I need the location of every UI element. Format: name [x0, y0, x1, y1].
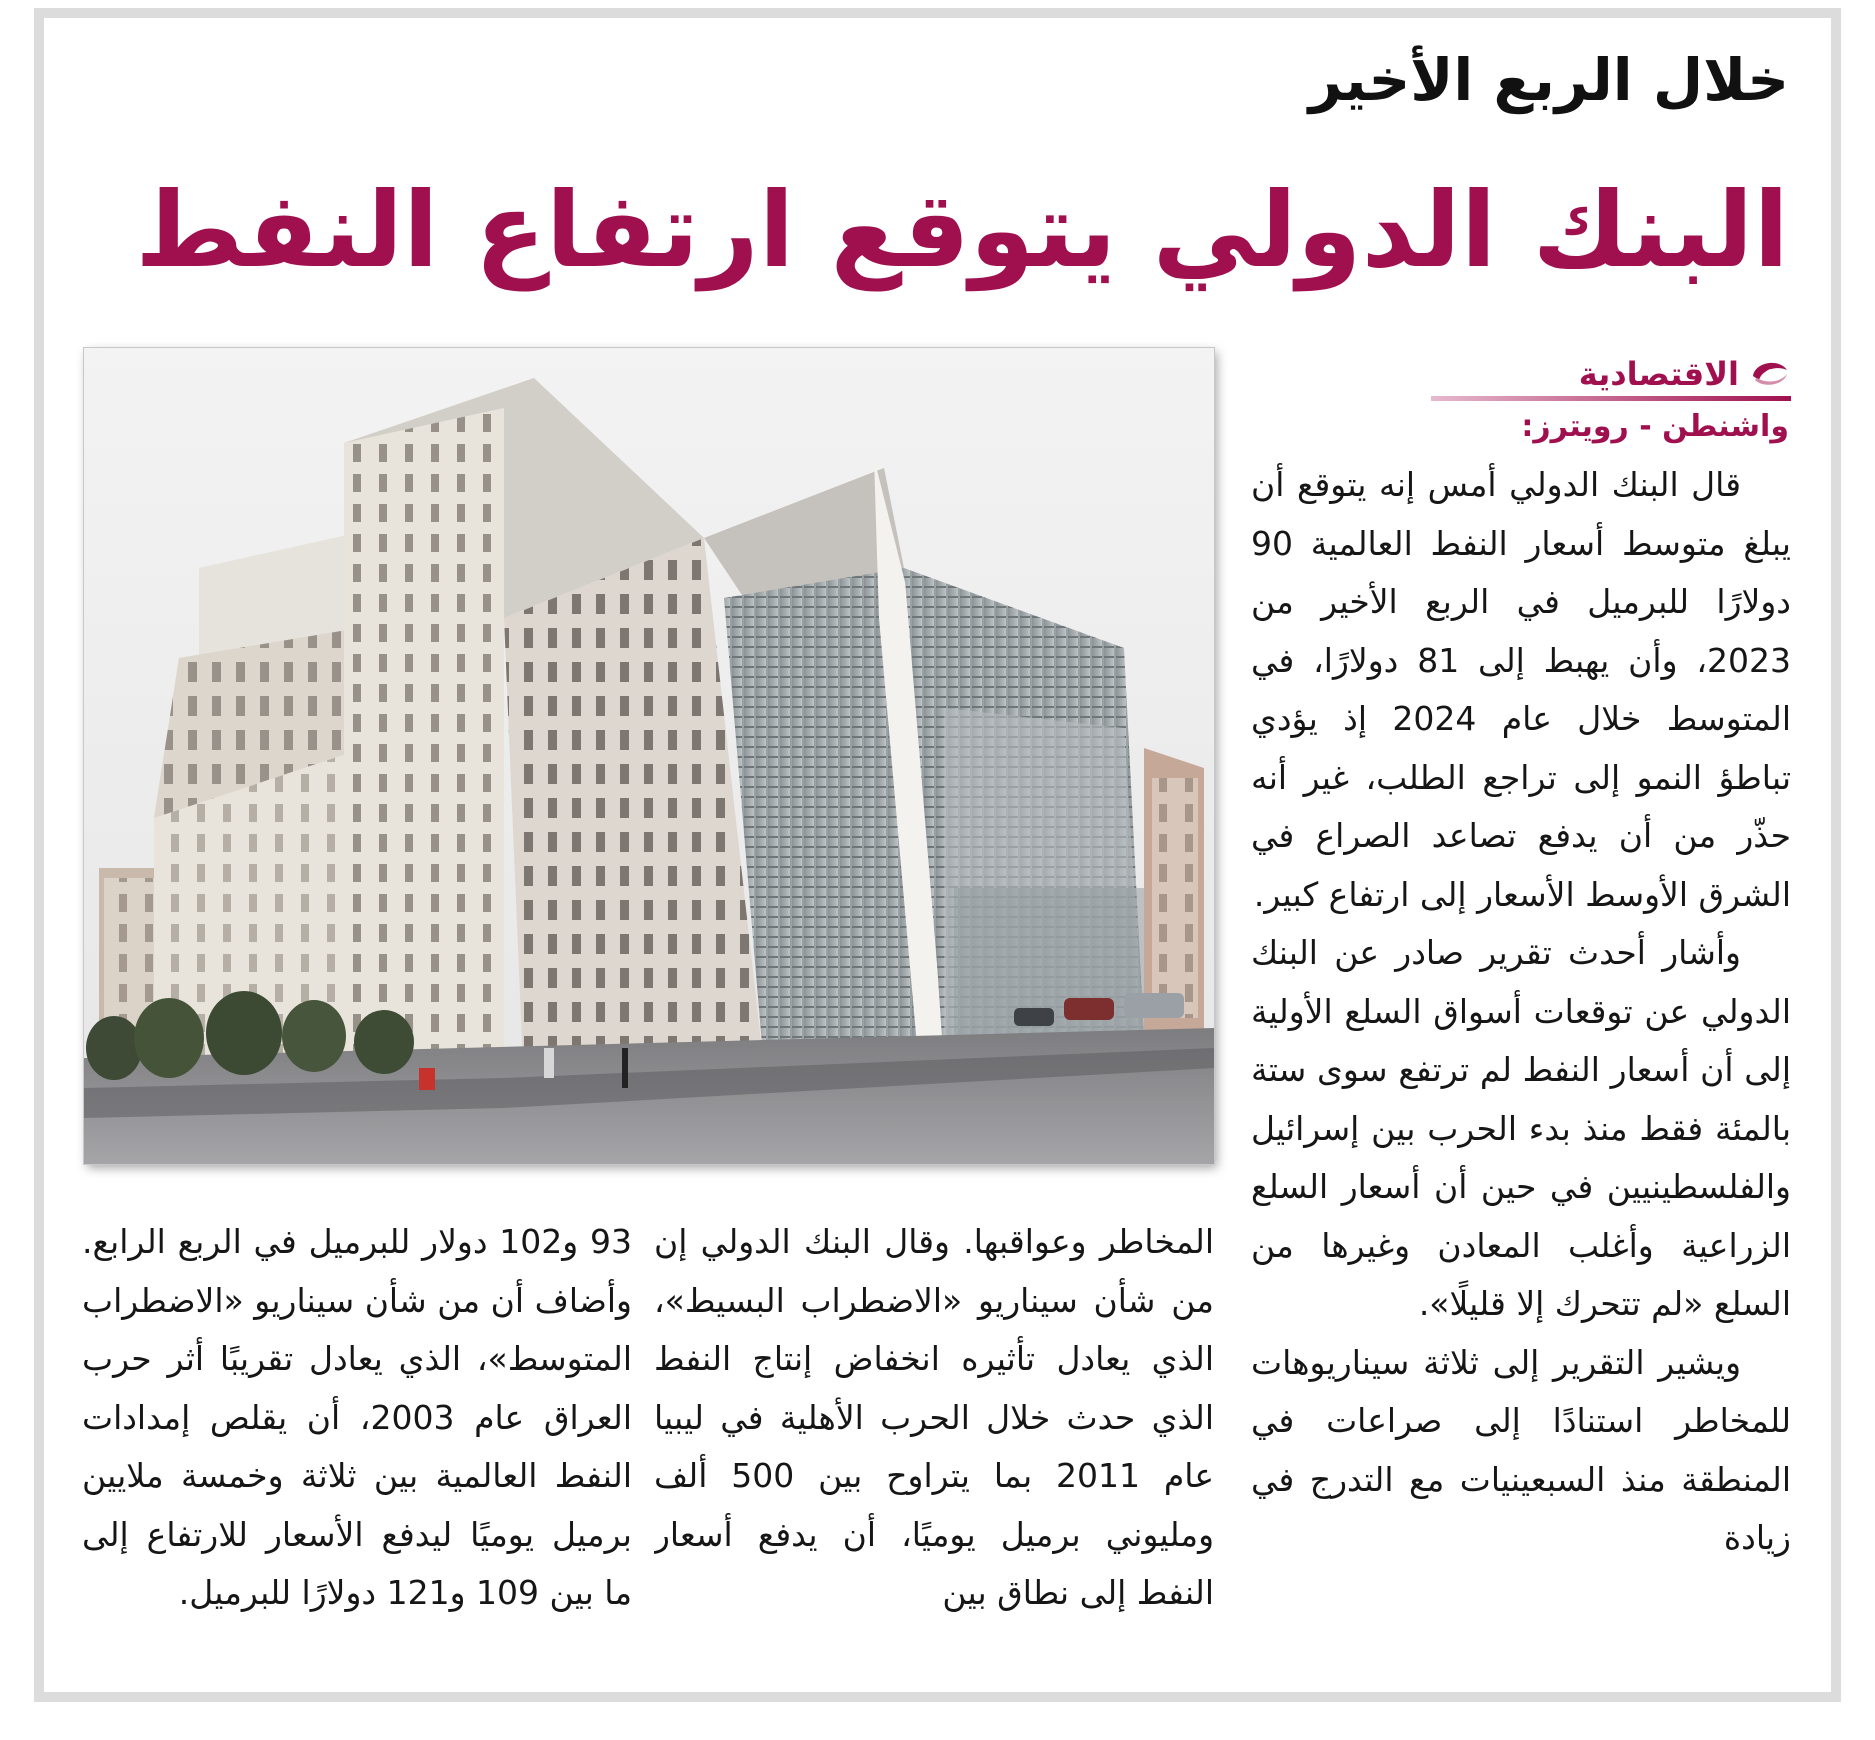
dateline: واشنطن - رويترز:: [1521, 409, 1789, 444]
paragraph: وأشار أحدث تقرير صادر عن البنك الدولي عن توقعات أسواق السلع الأولية إلى أن أسعار النفط لم ترتفع سوى ستة بالمئة فقط منذ بدء الحرب بين إسرائيل والفلسطينيين في حين أن أسعار السلع الزراعية وأغلب المعادن وغيرها من السلع «لم تتحرك إلا قليلًا».: [1251, 933, 1791, 1323]
paragraph: المخاطر وعواقبها. وقال البنك الدولي إن من شأن سيناريو «الاضطراب البسيط»، الذي يعادل تأثيره انخفاض إنتاج النفط الذي حدث خلال الحرب الأهلية في ليبيا عام 2011 بما يتراوح بين 500 ألف ومليوني برميل يوميًا، أن يدفع أسعار النفط إلى نطاق بين: [654, 1222, 1214, 1612]
source-rule: [1431, 396, 1791, 401]
supertitle: خلال الربع الأخير: [1308, 46, 1789, 114]
article-column-left: [82, 1213, 632, 1683]
article-column-middle: [654, 1213, 1214, 1683]
world-bank-building-photo: [84, 348, 1214, 1164]
paragraph: قال البنك الدولي أمس إنه يتوقع أن يبلغ متوسط أسعار النفط العالمية 90 دولارًا للبرميل في الربع الأخير من 2023، وأن يهبط إلى 81 دولارًا، في المتوسط خلال عام 2024 إذ يؤدي تباطؤ النمو إلى تراجع الطلب، غير أنه حذّر من أن يدفع تصاعد الصراع في الشرق الأوسط الأسعار إلى ارتفاع كبير.: [1251, 465, 1791, 914]
article-column-right: [1251, 456, 1791, 1682]
paragraph: 93 و102 دولار للبرميل في الربع الرابع. وأضاف أن من شأن سيناريو «الاضطراب المتوسط»، الذي يعادل تقريبًا أثر حرب العراق عام 2003، أن يقلص إمدادات النفط العالمية بين ثلاثة وخمسة ملايين برميل يوميًا ليدفع الأسعار للارتفاع إلى ما بين 109 و121 دولارًا للبرميل.: [82, 1222, 632, 1612]
newspaper-logo-icon: [1749, 356, 1791, 392]
paragraph: ويشير التقرير إلى ثلاثة سيناريوهات للمخاطر استنادًا إلى صراعات في المنطقة منذ السبعينيات مع التدرج في زيادة: [1251, 1342, 1791, 1557]
source-name: الاقتصادية: [1578, 355, 1739, 393]
headline: البنك الدولي يتوقع ارتفاع النفط: [135, 169, 1789, 291]
source-brand: [1431, 350, 1791, 400]
